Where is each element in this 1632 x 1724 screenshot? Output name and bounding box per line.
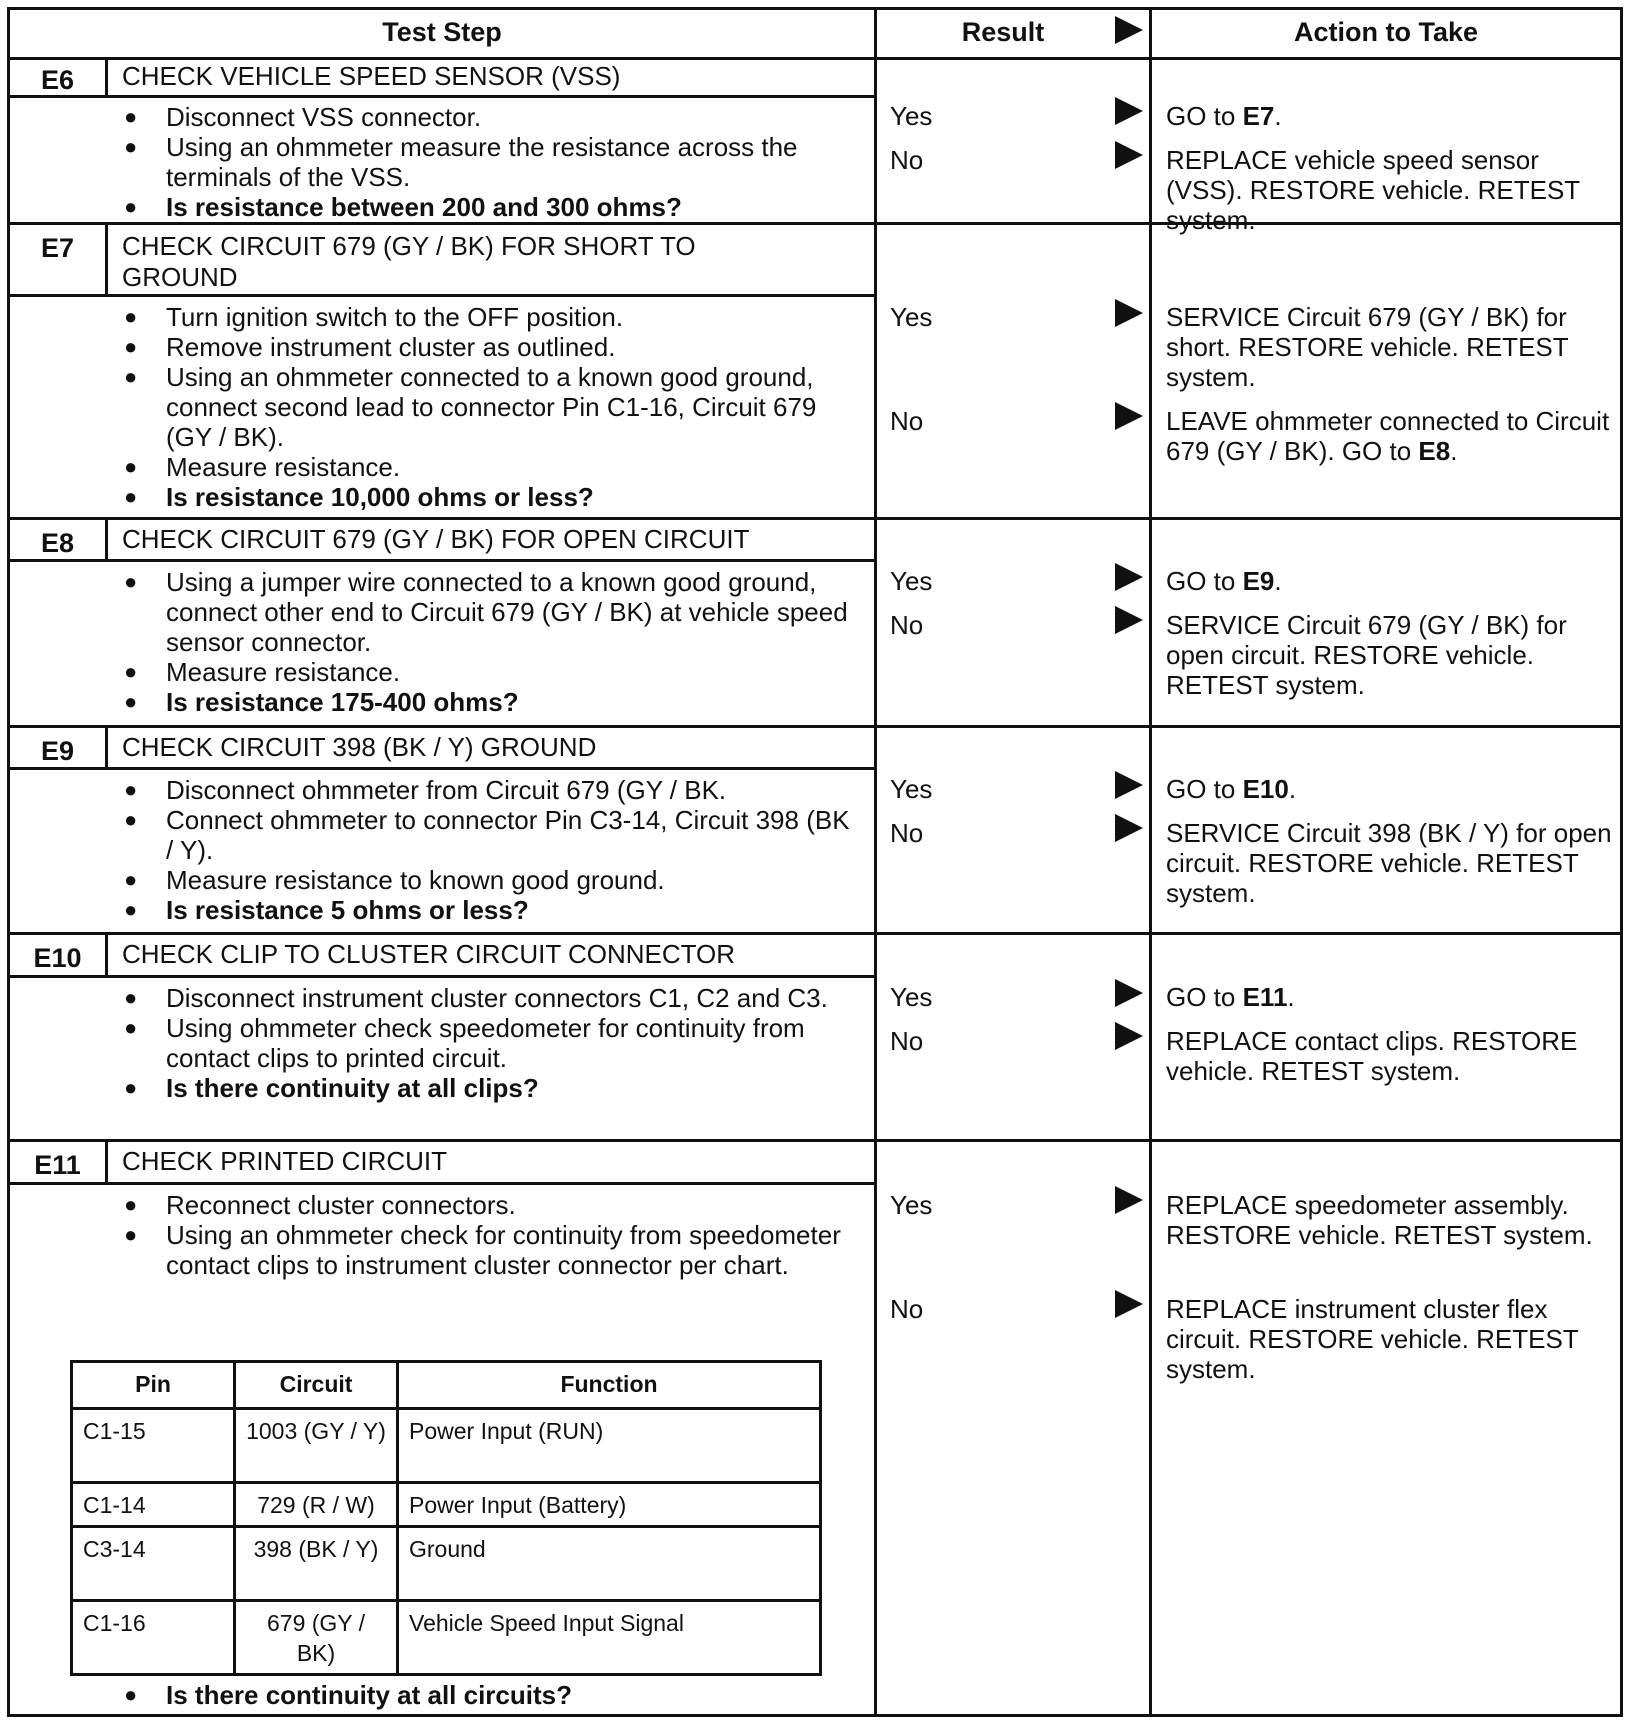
instruction-item: ● Disconnect ohmmeter from Circuit 679 (GY / BK. [122,775,852,805]
circuit-cell: 398 (BK / Y) [235,1527,398,1601]
action-yes: REPLACE speedometer assembly. RESTORE vehicle. RETEST system. [1166,1190,1593,1250]
instruction-item: ● Disconnect VSS connector. [122,102,852,132]
step-title: CHECK CIRCUIT 679 (GY / BK) FOR OPEN CIRCUIT [122,524,750,554]
step-header [10,225,874,297]
table-row [72,1409,821,1483]
action-yes [1166,566,1621,596]
action-text: . [1274,566,1282,596]
action-text: GO to [1166,774,1243,804]
pin-chart [70,1360,822,1676]
step-title: CHECK CIRCUIT 398 (BK / Y) GROUND [122,732,597,762]
action-target: E9 [1242,566,1275,596]
step-id: E11 [10,1142,108,1182]
step-e9 [10,728,1620,935]
step-header [10,57,874,98]
table-row [72,1483,821,1527]
column-header-circuit: Circuit [235,1362,398,1409]
result-no: No [890,1026,924,1056]
action-yes: SERVICE Circuit 679 (GY / BK) for short. RESTORE vehicle. RETEST system. [1166,302,1569,392]
action-no: REPLACE contact clips. RESTORE vehicle. RETEST system. [1166,1026,1578,1086]
step-instructions [122,102,852,222]
instruction-item: ● Turn ignition switch to the OFF position. [122,302,852,332]
step-question: ● Is there continuity at all clips? [122,1073,852,1103]
diagnostic-table [7,7,1623,1717]
circuit-cell: 679 (GY / BK) [235,1601,398,1675]
result-yes: Yes [890,1190,933,1220]
step-question: ● Is there continuity at all circuits? [122,1680,852,1710]
step-header [10,520,874,562]
result-no: No [890,1294,924,1324]
action-text: . [1288,774,1297,804]
instruction-item: ● Using an ohmmeter check for continuity from speedometer contact clips to instrument cluster connector per chart. [122,1220,852,1280]
pin-cell: C1-16 [72,1601,235,1675]
column-header-pin: Pin [72,1362,235,1409]
step-e10 [10,935,1620,1142]
action-no: REPLACE vehicle speed sensor (VSS). RESTORE vehicle. RETEST system. [1166,145,1580,235]
action-text: LEAVE ohmmeter connected to Circuit 679 (GY / BK). GO to [1166,406,1610,466]
header-test-step: Test Step [382,17,502,47]
header-result [877,10,1149,57]
instruction-item: ● Remove instrument cluster as outlined. [122,332,852,362]
action-yes [1166,774,1621,804]
header-action: Action to Take [1293,17,1479,47]
action-text: . [1287,982,1295,1012]
arrow-icon [1115,402,1143,430]
result-yes: Yes [890,101,933,131]
action-text: GO to [1166,566,1243,596]
function-cell: Power Input (RUN) [398,1409,821,1483]
arrow-icon [1115,299,1143,327]
step-question: ● Is resistance 5 ohms or less? [122,895,852,925]
arrow-icon [1115,606,1143,634]
step-title: CHECK CLIP TO CLUSTER CIRCUIT CONNECTOR [122,939,736,969]
step-e7 [10,225,1620,520]
arrow-icon [1115,979,1143,1007]
table-header [10,10,1620,60]
step-header [10,1142,874,1185]
step-title: CHECK VEHICLE SPEED SENSOR (VSS) [122,61,621,91]
instruction-item: ● Connect ohmmeter to connector Pin C3-14, Circuit 398 (BK / Y). [122,805,852,865]
step-title: CHECK CIRCUIT 679 (GY / BK) FOR SHORT TO GROUND [122,231,696,292]
step-instructions [122,302,852,512]
action-no [1166,406,1621,466]
arrow-icon [1115,1290,1143,1318]
step-id: E8 [10,520,108,559]
pin-cell: C1-15 [72,1409,235,1483]
action-text: . [1274,101,1282,131]
function-cell: Power Input (Battery) [398,1483,821,1527]
step-question: ● Is resistance 10,000 ohms or less? [122,482,852,512]
instruction-item: ● Measure resistance to known good ground. [122,865,852,895]
step-id: E6 [10,57,108,95]
column-header-function: Function [398,1362,821,1409]
action-target: E8 [1418,436,1451,466]
arrow-icon [1115,16,1143,44]
step-instructions [122,775,852,925]
pin-cell: C3-14 [72,1527,235,1601]
step-e6 [10,57,1620,235]
arrow-icon [1115,141,1143,169]
result-no: No [890,818,924,848]
result-no: No [890,610,924,640]
instruction-item: ● Using ohmmeter check speedometer for continuity from contact clips to printed circuit. [122,1013,852,1073]
table-header-row [72,1362,821,1409]
instruction-item: ● Using an ohmmeter connected to a known good ground, connect second lead to connector Pin C1-16, Circuit 679 (GY / BK). [122,362,852,452]
instruction-item: ● Disconnect instrument cluster connectors C1, C2 and C3. [122,983,852,1013]
function-cell: Ground [398,1527,821,1601]
step-question: ● Is resistance between 200 and 300 ohms? [122,192,852,222]
action-target: E10 [1242,774,1289,804]
action-text: GO to [1166,101,1243,131]
arrow-icon [1115,1022,1143,1050]
action-no: SERVICE Circuit 398 (BK / Y) for open circuit. RESTORE vehicle. RETEST system. [1166,818,1612,908]
action-yes [1166,982,1621,1012]
step-e8 [10,520,1620,728]
step-instructions [122,983,852,1103]
action-no: SERVICE Circuit 679 (GY / BK) for open circuit. RESTORE vehicle. RETEST system. [1166,610,1567,700]
result-yes: Yes [890,566,933,596]
result-yes: Yes [890,774,933,804]
instruction-item: ● Measure resistance. [122,657,852,687]
action-text: . [1450,436,1458,466]
step-title: CHECK PRINTED CIRCUIT [122,1146,448,1176]
arrow-icon [1115,563,1143,591]
step-instructions [122,567,852,717]
arrow-icon [1115,1186,1143,1214]
step-id: E10 [10,935,108,975]
action-text: GO to [1166,982,1243,1012]
header-result-label: Result [961,17,1045,47]
arrow-icon [1115,97,1143,125]
instruction-item: ● Reconnect cluster connectors. [122,1190,852,1220]
action-yes [1166,101,1621,131]
step-header [10,728,874,770]
result-no: No [890,406,924,436]
result-no: No [890,145,924,175]
pin-cell: C1-14 [72,1483,235,1527]
result-yes: Yes [890,982,933,1012]
circuit-cell: 729 (R / W) [235,1483,398,1527]
table-row [72,1527,821,1601]
arrow-icon [1115,771,1143,799]
step-header [10,935,874,978]
circuit-cell: 1003 (GY / Y) [235,1409,398,1483]
action-no: REPLACE instrument cluster flex circuit. RESTORE vehicle. RETEST system. [1166,1294,1579,1384]
table-row [72,1601,821,1675]
step-question: ● Is resistance 175-400 ohms? [122,687,852,717]
function-cell: Vehicle Speed Input Signal [398,1601,821,1675]
action-target: E7 [1242,101,1275,131]
instruction-item: ● Measure resistance. [122,452,852,482]
action-target: E11 [1242,982,1288,1012]
step-instructions [122,1680,852,1710]
step-id: E9 [10,728,108,767]
instruction-item: ● Using an ohmmeter measure the resistance across the terminals of the VSS. [122,132,852,192]
step-id: E7 [10,225,108,294]
step-instructions [122,1190,852,1280]
arrow-icon [1115,814,1143,842]
instruction-item: ● Using a jumper wire connected to a known good ground, connect other end to Circuit 679 (GY / BK) at vehicle speed sensor connector. [122,567,852,657]
result-yes: Yes [890,302,933,332]
